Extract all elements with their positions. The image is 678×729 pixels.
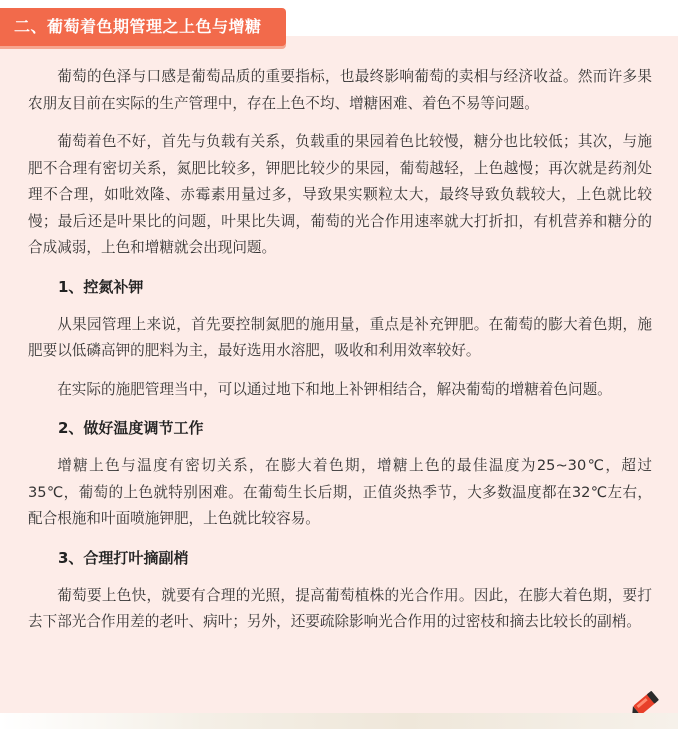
section-heading: 3、合理打叶摘副梢 (58, 548, 189, 567)
section-heading: 1、控氮补钾 (58, 277, 144, 296)
page-title: 二、葡萄着色期管理之上色与增糖 (14, 17, 262, 36)
section-banner (0, 8, 286, 46)
paragraph: 葡萄要上色快，就要有合理的光照，提高葡萄植株的光合作用。因此，在膨大着色期，要打去下部光合作用差的老叶、病叶；另外，还要疏除影响光合作用的过密枝和摘去比较长的副梢。 (28, 586, 652, 630)
paragraph: 从果园管理上来说，首先要控制氮肥的施用量，重点是补充钾肥。在葡萄的膨大着色期，施肥要以低磷高钾的肥料为主，最好选用水溶肥，吸收和利用效率较好。 (28, 315, 652, 359)
section-heading: 2、做好温度调节工作 (58, 419, 204, 437)
paragraph: 葡萄的色泽与口感是葡萄品质的重要指标，也最终影响葡萄的卖相与经济收益。然而许多果农朋友目前在实际的生产管理中，存在上色不均、增糖困难、着色不易等问题。 (28, 68, 652, 112)
article-body (28, 64, 652, 648)
paragraph: 增糖上色与温度有密切关系，在膨大着色期，增糖上色的最佳温度为25~30℃，超过35℃，葡萄的上色就特别困难。在葡萄生长后期，正值炎热季节，大多数温度都在32℃左右，配合根施和叶面喷施钾肥，上色就比较容易。 (28, 457, 652, 527)
paragraph: 在实际的施肥管理当中，可以通过地下和地上补钾相结合，解决葡萄的增糖着色问题。 (57, 380, 612, 398)
bottom-image-strip (0, 713, 678, 729)
paragraph: 葡萄着色不好，首先与负载有关系，负载重的果园着色比较慢，糖分也比较低；其次，与施肥不合理有密切关系，氮肥比较多，钾肥比较少的果园，葡萄越轻，上色越慢；再次就是药剂处理不合理，如吡效隆、赤霉素用量过多，导致果实颗粒太大，最终导致负载较大，上色就比较慢；最后还是叶果比的问题，叶果比失调，葡萄的光合作用速率就大打折扣，有机营养和糖分的合成减弱，上色和增糖就会出现问题。 (28, 133, 652, 256)
